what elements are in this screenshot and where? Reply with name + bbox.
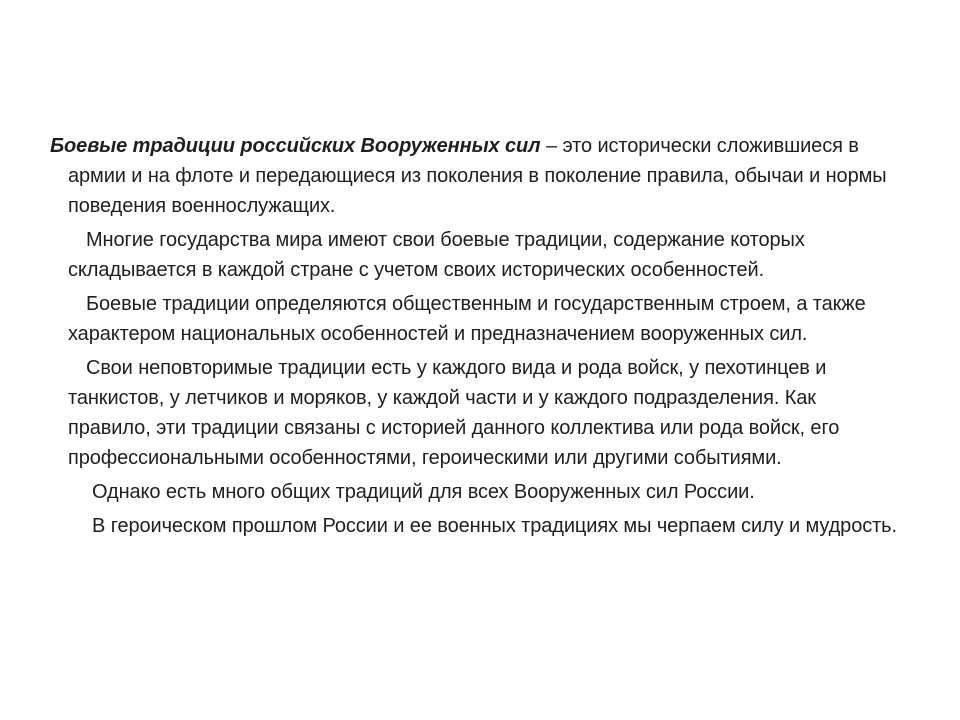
slide-text-body <box>50 131 900 545</box>
paragraph-unique-traditions: Свои неповторимые традиции есть у каждого вида и рода войск, у пехотинцев и танкистов, у летчиков и моряков, у каждой части и у каждого подразделения. Как правило, эти традиции связаны с историей данного коллектива или рода войск, его профессиональными особенностями, героическими или другими событиями. <box>68 357 840 469</box>
paragraph-heroic-past: В героическом прошлом России и ее военных традициях мы черпаем силу и мудрость. <box>92 515 897 537</box>
paragraph-traditions-determined: Боевые традиции определяются общественным и государственным строем, а также характером национальных особенностей и предназначением вооруженных сил. <box>68 293 866 345</box>
definition-term: Боевые традиции российских Вооруженных сил <box>50 135 541 157</box>
paragraph-states-traditions: Многие государства мира имеют свои боевые традиции, содержание которых складывается в каждой стране с учетом своих исторических особенностей. <box>68 229 805 281</box>
definition-text: – это исторически сложившиеся в армии и на флоте и передающиеся из поколения в поколение правила, обычаи и нормы поведения военнослужащих. <box>68 135 887 217</box>
paragraph-definition <box>50 131 900 221</box>
paragraph-common-traditions: Однако есть много общих традиций для всех Вооруженных сил России. <box>92 481 755 503</box>
